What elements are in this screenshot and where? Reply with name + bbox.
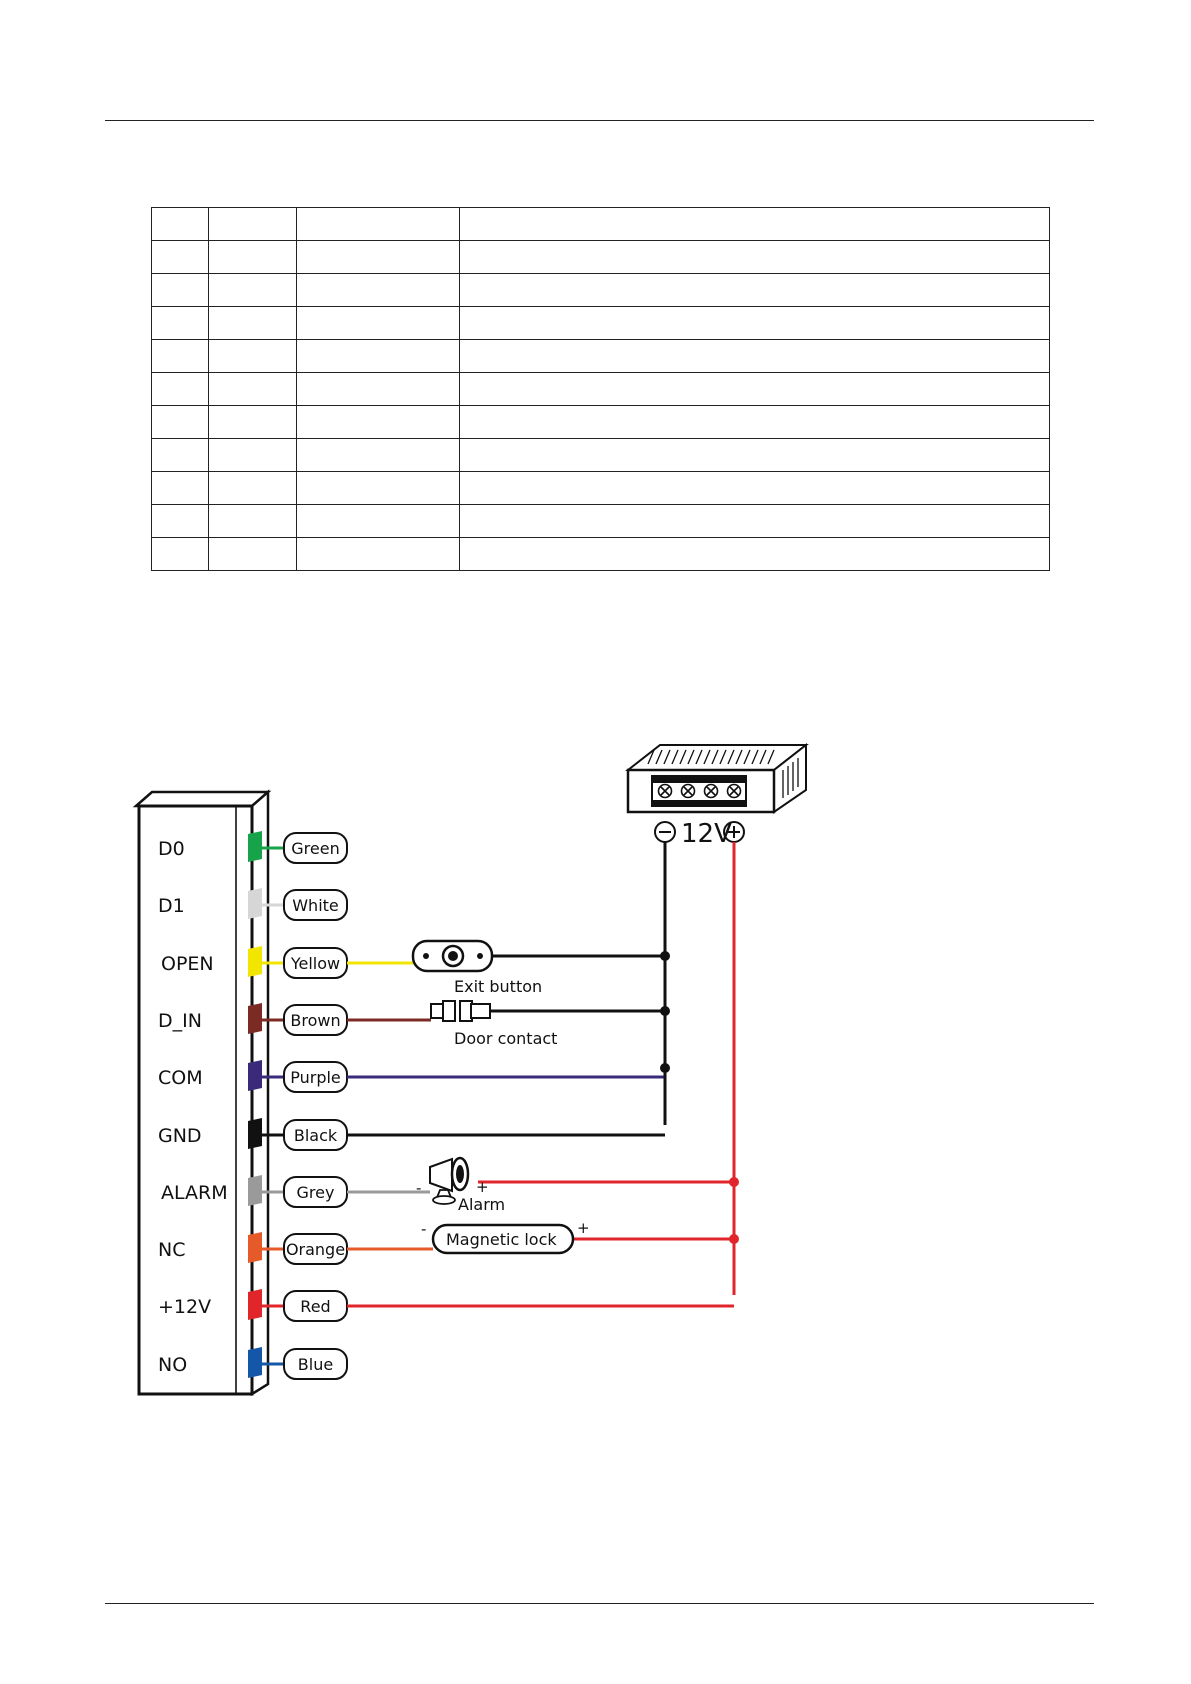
terminal-pin-label: COM [158,1067,203,1089]
table-row [152,406,1050,439]
color-tag-label: Purple [290,1068,341,1087]
wire-stub [248,1289,262,1320]
wire-stub [248,831,262,862]
table-cell [460,538,1050,571]
table-cell [152,505,209,538]
table-row [152,241,1050,274]
color-tag-label: Black [293,1126,338,1145]
terminal-pin-label: NC [158,1239,186,1261]
wire-stub [248,1118,262,1149]
exit-button-label: Exit button [454,977,543,996]
table-row [152,538,1050,571]
table-row [152,274,1050,307]
table-cell [460,340,1050,373]
door-contact-icon [431,1001,490,1021]
table-cell [209,373,297,406]
wire-stub [248,888,262,919]
table-cell [297,274,460,307]
wire-stub [248,1060,262,1091]
table-cell [152,208,209,241]
wire-stub [248,1347,262,1378]
wire-stub [248,946,262,977]
power-voltage-label: 12V [681,819,732,849]
table-cell [297,241,460,274]
table-cell [460,307,1050,340]
table-cell [209,340,297,373]
terminal-pin-label: ALARM [161,1182,228,1204]
color-tag-label: Brown [290,1011,341,1030]
table-cell [297,439,460,472]
table-cell [297,373,460,406]
table-cell [152,340,209,373]
color-tag-label: Blue [297,1355,334,1374]
table-row [152,208,1050,241]
table-cell [152,241,209,274]
table-cell [152,274,209,307]
table-cell [460,472,1050,505]
header-rule [105,120,1094,121]
table-cell [152,307,209,340]
table-cell [209,505,297,538]
color-tag-label: White [292,896,339,915]
wiring-table [151,207,1050,571]
table-cell [209,472,297,505]
footer-rule [105,1603,1094,1604]
table-cell [460,274,1050,307]
table-cell [297,472,460,505]
terminal-pin-label: D_IN [158,1010,202,1032]
alarm-minus-sign: - [416,1179,422,1197]
wiring-diagram [0,700,1191,1440]
alarm-label: Alarm [458,1195,506,1214]
table-row [152,340,1050,373]
table-row [152,439,1050,472]
terminal-pin-label: D0 [158,838,185,860]
table-cell [209,208,297,241]
table-cell [152,472,209,505]
color-tag-label: Orange [285,1240,346,1259]
table-cell [209,406,297,439]
door-contact-label: Door contact [454,1029,558,1048]
table-cell [209,241,297,274]
color-tag-label: Yellow [290,954,341,973]
terminal-pin-label: NO [158,1354,188,1376]
table-cell [460,505,1050,538]
wire-stub [248,1232,262,1263]
table-cell [152,439,209,472]
table-cell [460,208,1050,241]
terminal-pin-label: GND [158,1125,202,1147]
color-tag-label: Red [300,1297,331,1316]
table-row [152,373,1050,406]
table-cell [297,538,460,571]
table-cell [209,274,297,307]
table-cell [297,340,460,373]
magnetic-lock-label: Magnetic lock [446,1230,557,1249]
table-cell [460,406,1050,439]
wire-stub [248,1175,262,1206]
table-cell [297,406,460,439]
alarm-plus-sign: + [476,1178,489,1196]
maglock-plus-sign: + [577,1219,590,1237]
table-cell [152,538,209,571]
table-row [152,505,1050,538]
table-cell [297,208,460,241]
exit-button-icon [413,941,492,971]
table-row [152,472,1050,505]
table-cell [460,241,1050,274]
terminal-pin-label: D1 [158,895,185,917]
table-cell [152,373,209,406]
table-row [152,307,1050,340]
color-tag-label: Green [291,839,340,858]
table-cell [297,505,460,538]
table-cell [297,307,460,340]
wire-stub [248,1003,262,1034]
table-cell [152,406,209,439]
terminal-pin-label: +12V [158,1296,212,1318]
table-cell [209,439,297,472]
color-tag-label: Grey [296,1183,335,1202]
table-cell [209,307,297,340]
power-supply [628,745,806,849]
terminal-pin-label: OPEN [161,953,214,975]
maglock-minus-sign: - [421,1220,427,1238]
table-cell [209,538,297,571]
table-cell [460,373,1050,406]
table-cell [460,439,1050,472]
